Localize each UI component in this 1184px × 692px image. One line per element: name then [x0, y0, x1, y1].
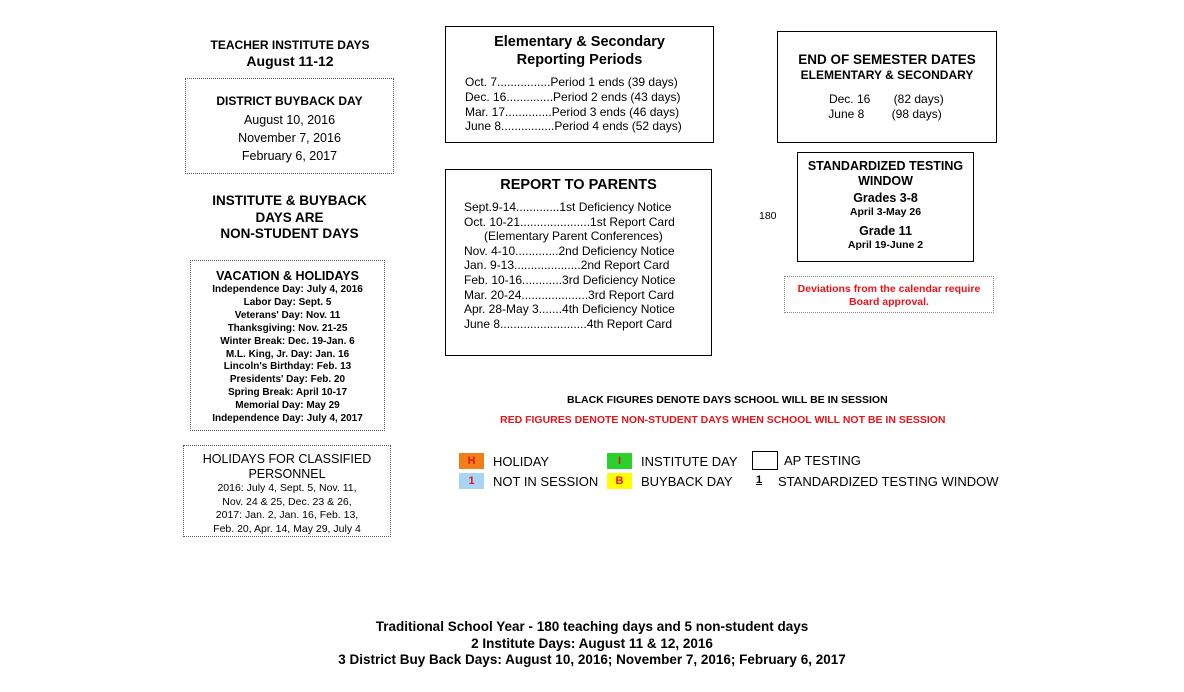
vacation-item: Independence Day: July 4, 2017	[212, 413, 363, 425]
classified-line: 2016: July 4, Sept. 5, Nov. 11,	[217, 482, 357, 494]
testing-grades: Grades 3-8	[853, 191, 918, 205]
deviations-note	[784, 276, 994, 313]
classified-line: 2017: Jan. 2, Jan. 16, Feb. 13,	[215, 509, 359, 521]
district-buyback-title: DISTRICT BUYBACK DAY	[216, 94, 363, 108]
semester-days: (98 days)	[891, 107, 942, 121]
holiday-label: HOLIDAY	[493, 454, 550, 469]
vacation-item: Thanksgiving: Nov. 21-25	[227, 322, 348, 334]
testing-grades: Grade 11	[859, 224, 912, 238]
testing-dates: April 3-May 26	[849, 206, 922, 218]
note-line: INSTITUTE & BUYBACK	[212, 193, 367, 208]
not-in-session-key: 1	[459, 473, 484, 489]
footer-line: 2 Institute Days: August 11 & 12, 2016	[471, 635, 713, 651]
reporting-title-line: Reporting Periods	[516, 52, 643, 68]
holiday-key: H	[459, 453, 484, 469]
institute-label: INSTITUTE DAY	[641, 454, 738, 469]
buyback-key: B	[607, 473, 632, 489]
teacher-institute-dates: August 11-12	[246, 53, 334, 69]
black-figures-note: BLACK FIGURES DENOTE DAYS SCHOOL WILL BE IN SESSION	[567, 394, 888, 406]
reporting-row: June 8................Period 4 ends (52 days)	[465, 119, 682, 134]
teacher-institute-title: TEACHER INSTITUTE DAYS	[210, 38, 370, 52]
classified-list	[184, 482, 390, 536]
report-row: (Elementary Parent Conferences)	[484, 229, 663, 244]
not-in-session-label: NOT IN SESSION	[493, 474, 599, 489]
classified-holidays-box	[183, 445, 391, 537]
deviations-line: Board approval.	[849, 295, 929, 308]
report-row: Mar. 20-24....................3rd Report Card	[464, 287, 675, 302]
report-row: Nov. 4-10.............2nd Deficiency Notice	[464, 243, 675, 258]
semester-row	[778, 107, 996, 122]
report-row: Apr. 28-May 3.......4th Deficiency Notice	[464, 302, 675, 317]
reporting-row: Dec. 16..............Period 2 ends (43 days)	[465, 89, 681, 104]
buyback-date: August 10, 2016	[243, 113, 336, 127]
vacation-item: Spring Break: April 10-17	[227, 387, 348, 399]
semester-date: Dec. 16	[828, 92, 871, 106]
standardized-key: 1	[756, 474, 763, 486]
institute-key: I	[607, 453, 632, 469]
testing-dates: April 19-June 2	[847, 239, 924, 251]
semester-title: END OF SEMESTER DATES	[798, 52, 976, 67]
teacher-institute-section	[190, 38, 390, 69]
vacation-item: Presidents' Day: Feb. 20	[229, 374, 346, 386]
reporting-title-line: Elementary & Secondary	[494, 34, 665, 50]
reporting-rows	[465, 75, 713, 134]
note-line: DAYS ARE	[255, 209, 324, 225]
report-to-parents-box	[445, 169, 712, 356]
reporting-row: Mar. 17..............Period 3 ends (46 days)	[465, 104, 680, 119]
deviations-line: Deviations from the calendar require	[797, 283, 981, 295]
report-row: Jan. 9-13....................2nd Report Card	[464, 258, 670, 273]
footer-line: 3 District Buy Back Days: August 10, 2016; November 7, 2016; February 6, 2017	[338, 652, 846, 667]
vacation-holidays-box	[190, 260, 385, 431]
footer-summary	[250, 619, 934, 669]
classified-line: Nov. 24 & 25, Dec. 23 & 26,	[222, 495, 352, 508]
buyback-label: BUYBACK DAY	[641, 474, 733, 489]
non-student-days-note	[185, 193, 394, 243]
end-of-semester-box	[777, 31, 997, 143]
vacation-item: M.L. King, Jr. Day: Jan. 16	[225, 348, 350, 360]
vacation-item: Independence Day: July 4, 2016	[212, 284, 363, 295]
district-buyback-box	[185, 78, 394, 174]
ap-testing-label: AP TESTING	[784, 453, 861, 468]
vacation-item: Lincoln's Birthday: Feb. 13	[223, 361, 352, 373]
reporting-periods-box	[445, 26, 714, 143]
buyback-date: November 7, 2016	[238, 131, 341, 145]
semester-row	[778, 92, 996, 107]
red-figures-note: RED FIGURES DENOTE NON-STUDENT DAYS WHEN SCHOOL WILL NOT BE IN SESSION	[500, 414, 946, 426]
footer-line: Traditional School Year - 180 teaching days and 5 non-student days	[375, 619, 809, 634]
buyback-date: February 6, 2017	[241, 149, 338, 163]
report-parents-title: REPORT TO PARENTS	[500, 177, 657, 193]
report-row: Feb. 10-16............3rd Deficiency Notice	[464, 272, 676, 287]
standardized-label: STANDARDIZED TESTING WINDOW	[778, 474, 999, 489]
vacation-list	[191, 284, 384, 426]
report-row: Oct. 10-21.....................1st Report Card	[464, 214, 675, 229]
semester-days: (82 days)	[893, 92, 944, 106]
classified-line: Feb. 20, Apr. 14, May 29, July 4	[213, 522, 361, 535]
vacation-item: Winter Break: Dec. 19-Jan. 6	[220, 335, 355, 347]
ap-testing-key	[752, 451, 778, 470]
testing-window-box	[797, 152, 974, 262]
reporting-row: Oct. 7................Period 1 ends (39 days)	[465, 75, 678, 89]
vacation-item: Memorial Day: May 29	[235, 400, 340, 412]
report-row: Sept.9-14.............1st Deficiency Notice	[464, 200, 672, 214]
note-line: NON-STUDENT DAYS	[220, 226, 359, 241]
total-days-number: 180	[759, 210, 777, 222]
classified-title: HOLIDAYS FOR CLASSIFIED	[202, 452, 372, 466]
vacation-item: Labor Day: Sept. 5	[243, 296, 332, 308]
vacation-item: Veterans' Day: Nov. 11	[234, 309, 341, 321]
report-row: June 8..........................4th Report Card	[464, 316, 673, 331]
reporting-title	[446, 33, 713, 69]
report-parents-rows	[464, 200, 711, 331]
testing-title: WINDOW	[858, 174, 913, 188]
classified-title: PERSONNEL	[248, 467, 326, 481]
testing-title: STANDARDIZED TESTING	[807, 159, 964, 173]
semester-subtitle: ELEMENTARY & SECONDARY	[800, 68, 974, 82]
semester-date: June 8	[828, 107, 865, 121]
vacation-title: VACATION & HOLIDAYS	[216, 269, 359, 283]
